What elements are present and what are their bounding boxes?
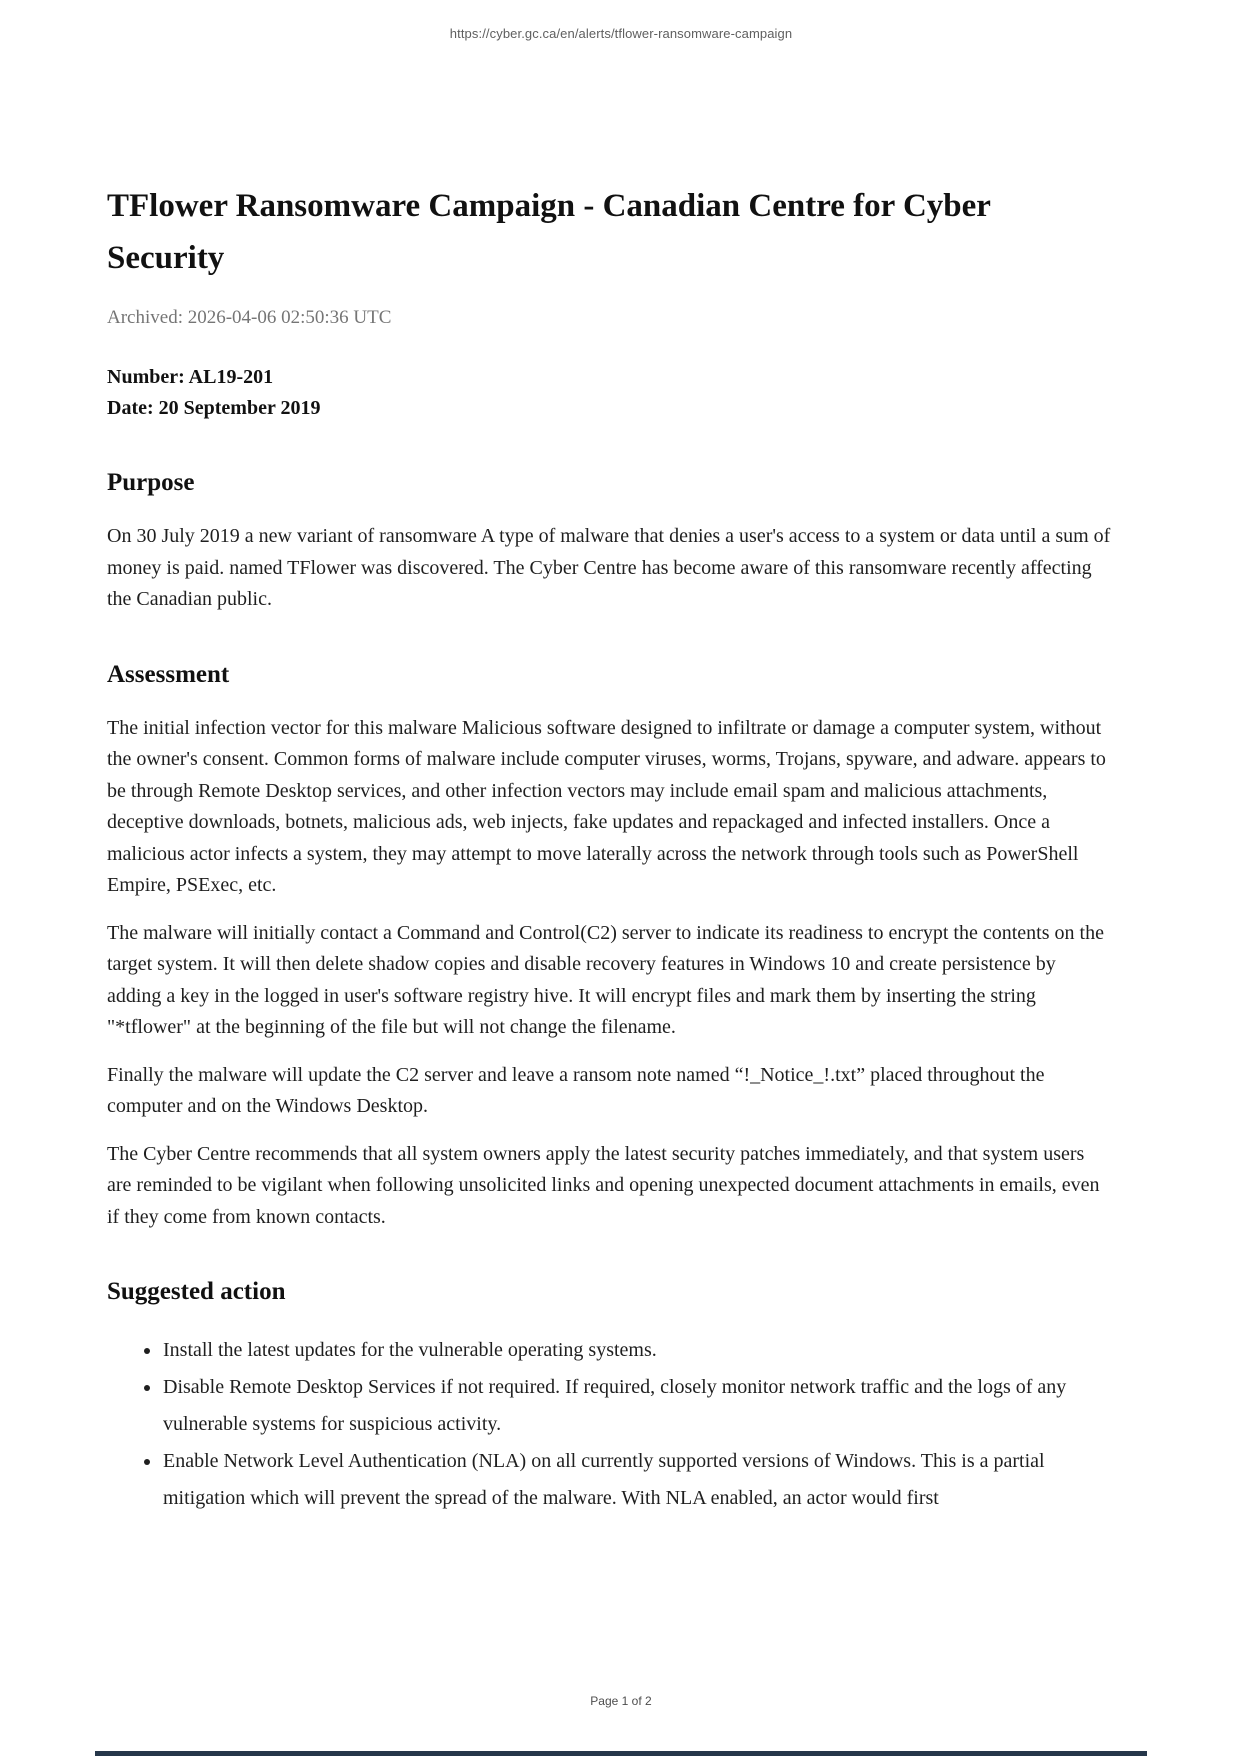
paragraph: The malware will initially contact a Command and Control(C2) server to indicate its readiness to encrypt the contents on the target system. It will then delete shadow copies and disable recovery features in Windows 10 and create persistence by adding a key in the logged in user's software registry hive. It will encrypt files and mark them by inserting the string "*tflower" at the beginning of the file but will not change the filename. (107, 921, 1104, 1038)
document-body (107, 0, 1112, 1517)
section-heading-suggested-action: Suggested action (107, 1278, 286, 1305)
section-assessment (107, 658, 1112, 1234)
next-page-header-bar (95, 1751, 1147, 1756)
list-item: • Enable Network Level Authentication (NLA) on all currently supported versions of Windows. This is a partial mitigation which will prevent the spread of the malware. With NLA enabled, an actor would first (162, 1443, 1112, 1517)
alert-date: Date: 20 September 2019 (107, 397, 321, 419)
list-item: • Disable Remote Desktop Services if not required. If required, closely monitor network traffic and the logs of any vulnerable systems for suspicious activity. (162, 1369, 1112, 1443)
paragraph: On 30 July 2019 a new variant of ransomware A type of malware that denies a user's access to a system or data until a sum of money is paid. named TFlower was discovered. The Cyber Centre has become aware of this ransomware recently affecting the Canadian public. (107, 525, 1111, 610)
page-number-footer: Page 1 of 2 (590, 1694, 652, 1708)
print-url-header: https://cyber.gc.ca/en/alerts/tflower-ransomware-campaign (449, 26, 793, 41)
paragraph: Finally the malware will update the C2 server and leave a ransom note named “!_Notice_!.txt” placed throughout the computer and on the Windows Desktop. (107, 1063, 1045, 1117)
archived-timestamp: Archived: 2026-04-06 02:50:36 UTC (107, 307, 392, 328)
list-item: • Install the latest updates for the vulnerable operating systems. (162, 1332, 1112, 1369)
section-suggested-action (107, 1275, 1112, 1517)
paragraph: The initial infection vector for this malware Malicious software designed to infiltrate or damage a computer system, without the owner's consent. Common forms of malware include computer viruses, worms, Trojans, spyware, and adware. appears to be through Remote Desktop services, and other infection vectors may include email spam and malicious attachments, deceptive downloads, botnets, malicious ads, web injects, fake updates and repackaged and infected installers. Once a malicious actor infects a system, they may attempt to move laterally across the network through tools such as PowerShell Empire, PSExec, etc. (107, 716, 1106, 896)
alert-meta (107, 362, 1112, 424)
page-title: TFlower Ransomware Campaign - Canadian Centre for Cyber Security (107, 188, 991, 276)
section-heading-assessment: Assessment (107, 660, 230, 688)
suggested-action-list (107, 1332, 1112, 1517)
section-heading-purpose: Purpose (107, 469, 195, 496)
paragraph: The Cyber Centre recommends that all system owners apply the latest security patches immediately, and that system users are reminded to be vigilant when following unsolicited links and opening unexpected document attachments in emails, even if they come from known contacts. (107, 1142, 1100, 1228)
section-purpose (107, 466, 1112, 616)
alert-number: Number: AL19-201 (107, 366, 274, 388)
